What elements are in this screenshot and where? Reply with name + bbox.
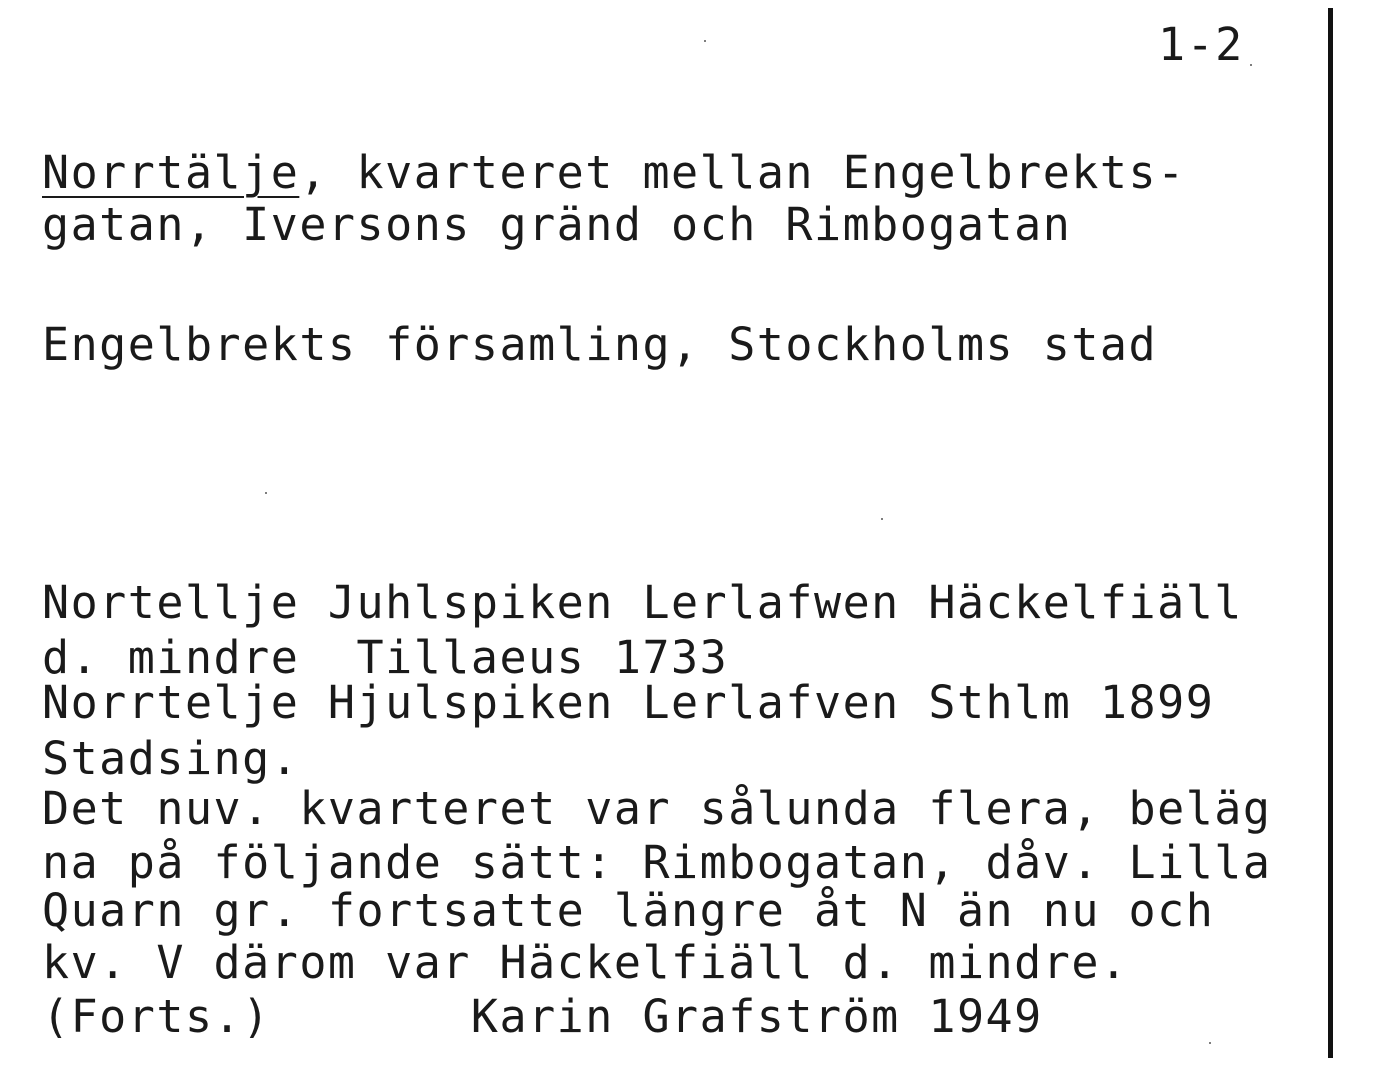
body-line: Stadsing. (42, 732, 300, 785)
body-line: d. mindre Tillaeus 1733 (42, 631, 729, 684)
scan-speck (881, 518, 883, 520)
body-line: (Forts.) Karin Grafström 1949 (42, 990, 1043, 1043)
body-line: na på följande sätt: Rimbogatan, dåv. Lilla (42, 836, 1272, 889)
heading-line-1 (42, 146, 1186, 199)
card-number: 1-2 (1158, 18, 1244, 71)
scan-speck (1250, 64, 1252, 66)
body-line: Quarn gr. fortsatte längre åt N än nu och (42, 884, 1215, 937)
heading-line-1-rest: , kvarteret mellan Engelbrekts- (299, 146, 1186, 199)
scan-speck (265, 492, 267, 494)
body-line: Norrtelje Hjulspiken Lerlafven Sthlm 1899 (42, 676, 1215, 729)
scan-speck (704, 40, 706, 42)
parish-line: Engelbrekts församling, Stockholms stad (42, 318, 1158, 371)
body-line: kv. V därom var Häckelfiäll d. mindre. (42, 936, 1129, 989)
card-edge-border (1328, 8, 1333, 1058)
body-line: Nortellje Juhlspiken Lerlafwen Häckelfiäll (42, 576, 1243, 629)
heading-place-name: Norrtälje (42, 146, 300, 199)
heading-line-2: gatan, Iversons gränd och Rimbogatan (42, 198, 1072, 251)
scan-speck (1209, 1042, 1211, 1044)
body-line: Det nuv. kvarteret var sålunda flera, beläg (42, 782, 1272, 835)
